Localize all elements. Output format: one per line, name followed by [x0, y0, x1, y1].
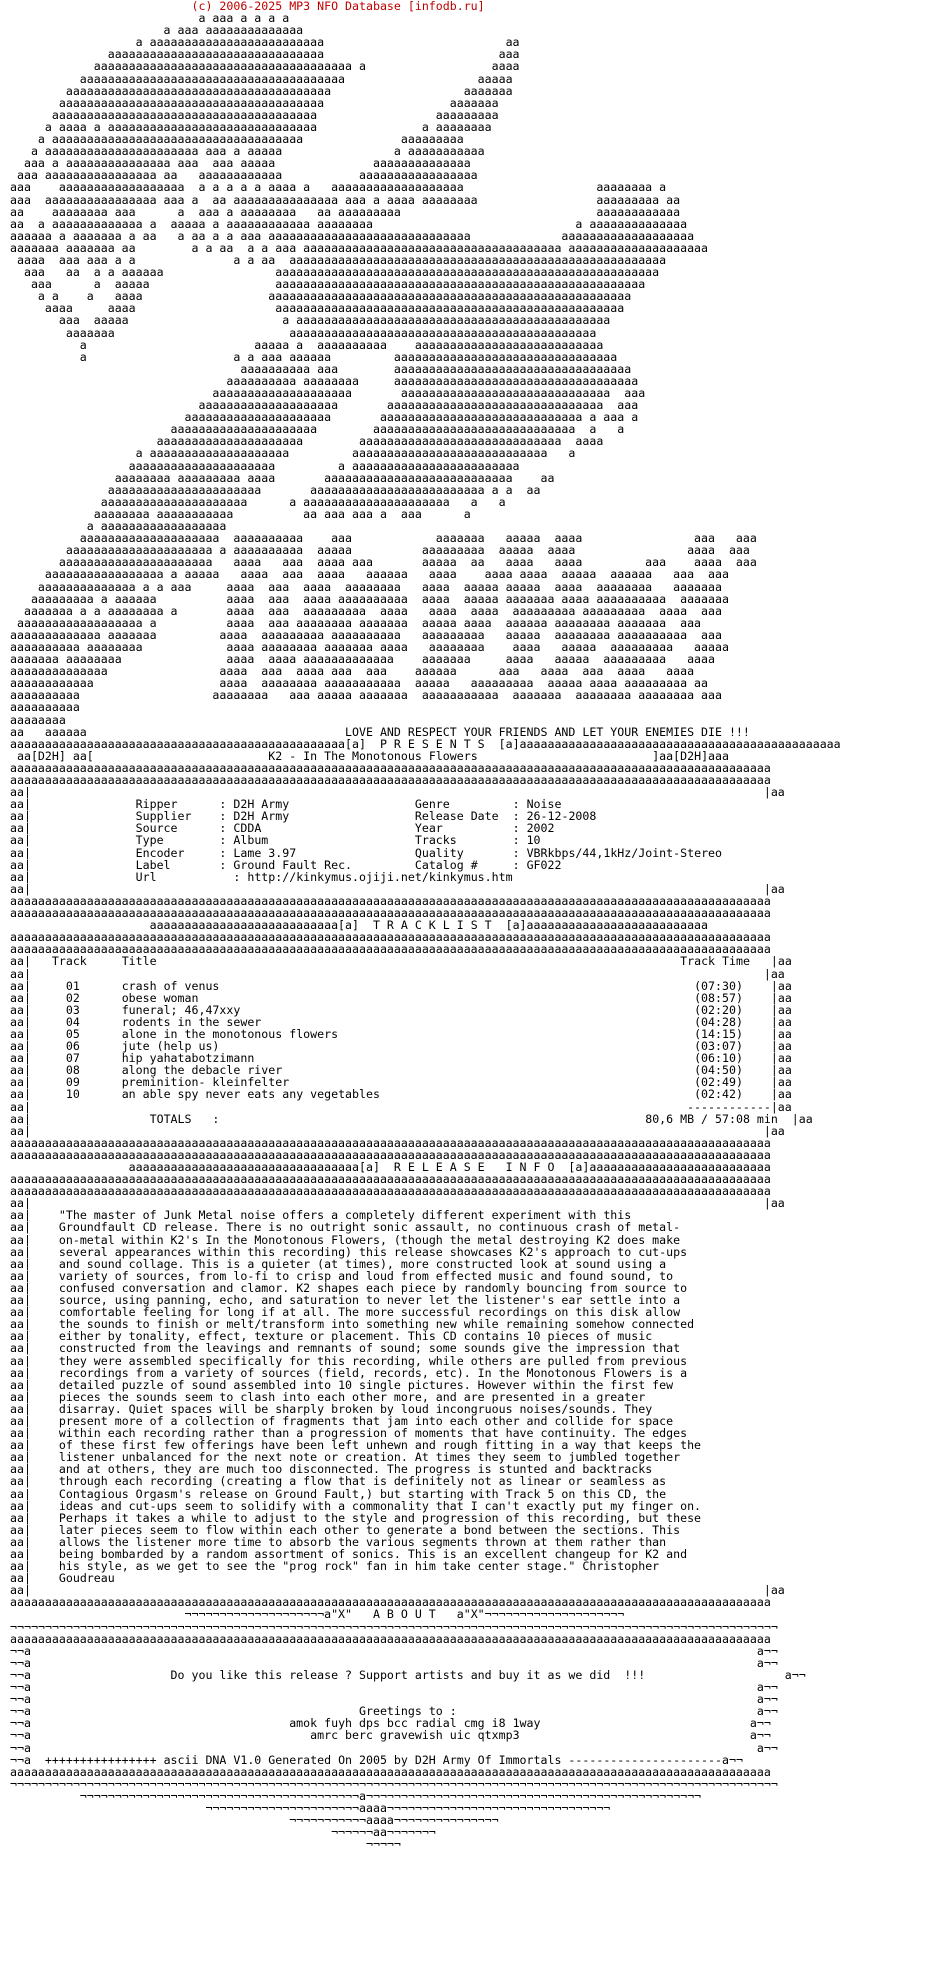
info-row: aa| Supplier : D2H Army Release Date : 26-12-2008 [10, 809, 597, 824]
release-info-text-line: Contagious Orgasm's release on Ground Fault,) but starting with Track 5 on this CD, the [58, 1486, 667, 1501]
release-info-line: aa| and at others, they are much too disconnected. The progress is stunted and backtracks [10, 1462, 653, 1477]
ascii-art-line: a aaaaa a aaaaaaaaaa aaaaaaaaaaaaaaaaaaaaaaaaaaa [10, 337, 604, 352]
release-info-line: aa| either by tonality, effect, texture or placement. This CD contains 10 pieces of music [10, 1329, 653, 1344]
release-info-line: aa| recordings from a variety of sources (field, records, etc). In the Monotonous Flowers is a [10, 1365, 688, 1380]
greetings-names-2: amrc berc gravewish uic qtxmp3 [310, 1728, 520, 1743]
ascii-art-line: aa aaaaaaaa aaa a aaa a aaaaaaaa aa aaaaaaaaa aaaaaaaaaaaa [10, 204, 681, 219]
info-key: Genre [414, 797, 513, 812]
track-number: 04 [65, 1014, 122, 1029]
release-info-text-line: detailed puzzle of sound assembled into 10 single pictures. However within the first few [58, 1377, 674, 1392]
release-info-text-line: the sounds to finish or melt/transform into something new while remaining somehow connected [58, 1317, 695, 1332]
track-row: aa| 10 an able spy never eats any vegetables (02:42) |aa [10, 1087, 792, 1102]
info-key: Year [414, 821, 513, 836]
track-title: alone in the monotonous flowers [121, 1026, 695, 1041]
ascii-art-line: a aaa aaaaaaaaaaaaaa [10, 23, 304, 38]
ascii-art-line: a a a aaaa aaaaaaaaaaaaaaaaaaaaaaaaaaaaaaaaaaaaaaaaaaaaaaaaaaaa [10, 289, 632, 304]
info-value: 2002 [526, 821, 555, 836]
footer-text: ++++++++++++++++ ascii DNA V1.0 Generated On 2005 by D2H Army Of Immortals [44, 1752, 562, 1767]
release-info-header-bar: aaaaaaaaaaaaaaaaaaaaaaaaaaaaaaaaa[a] R E L E A S E I N F O [a]aaaaaaaaaaaaaaaaaaaaaaaaaa [10, 1160, 771, 1174]
ascii-art-line: aaaaaaaaaaaaaaaaaaaaaa aaaaaaaaaaaaaaaaaaaaaaaaa a a aa [10, 482, 541, 497]
tracklist-columns: aa| Track Title Track Time |aa [10, 954, 792, 969]
release-info-text-line: several appearances within this recording) this release showcases K2's approach to cut-ups [58, 1244, 688, 1259]
info-row: aa| Encoder : Lame 3.97 Quality : VBRkbps/44,1kHz/Joint-Stereo [10, 845, 723, 860]
release-info-line: aa| they were assembled specifically for this recording, while others are pulled from previous [10, 1353, 688, 1368]
release-info-line: aa| of these first few offerings have been left unhewn and rough fitting in a way that keeps the [10, 1438, 702, 1453]
release-info-text [10, 1209, 910, 1584]
support-line: ¬¬a Do you like this release ? Support artists and buy it as we did !!! a¬¬ [10, 1667, 806, 1682]
track-row: aa| 01 crash of venus (07:30) |aa [10, 978, 792, 993]
track-number: 06 [65, 1039, 122, 1054]
track-list [10, 980, 910, 1101]
release-info-text-line: Perhaps it takes a while to adjust to the style and progression of this recording, but these [58, 1510, 702, 1525]
release-info-line: aa| the sounds to finish or melt/transform into something new while remaining somehow connected [10, 1317, 695, 1332]
ascii-art-line: aaa a aaaaa aaaaaaaaaaaaaaaaaaaaaaaaaaaaaaaaaaaaaaaaaaaaaaaaaaaaa [10, 277, 646, 292]
border-line: aaaaaaaaaaaaaaaaaaaaaaaaaaaaaaaaaaaaaaaaaaaaaaaaaaaaaaaaaaaaaaaaaaaaaaaaaaaaaaaaaaaaaaaaaaaaaaaaaaaaaaaaaaaaa [10, 760, 771, 775]
border-line: aaaaaaaaaaaaaaaaaaaaaaaaaaaaaaaaaaaaaaaaaaaaaaaaaaaaaaaaaaaaaaaaaaaaaaaaaaaaaaaaaaaaaaaaaaaaaaaaaaaaaaaaaaaaa [10, 1172, 771, 1187]
release-info-text-line: his style, as we get to see the "prog rock" fan in him take center stage." Christopher [58, 1559, 660, 1574]
border-line: aaaaaaaaaaaaaaaaaaaaaaaaaaaaaaaaaaaaaaaaaaaaaaaaaaaaaaaaaaaaaaaaaaaaaaaaaaaaaaaaaaaaaaaaaaaaaaaaaaaaaaaaaaaaa [10, 942, 771, 957]
release-info-text-line: recordings from a variety of sources (field, records, etc). In the Monotonous Flowers is a [58, 1365, 688, 1380]
border-line: aaaaaaaaaaaaaaaaaaaaaaaaaaaaaaaaaaaaaaaaaaaaaaaa[a] P R E S E N T S [a]aaaaaaaaaaaaaaaaaaaaaaaaaaaaaaaaaaaaaaaaaaaaaa [10, 736, 841, 751]
border-line: ¬¬¬¬¬¬¬¬¬¬¬aaaa¬¬¬¬¬¬¬¬¬¬¬¬¬¬¬ [10, 1813, 499, 1828]
info-row: aa| Label : Ground Fault Rec. Catalog # : GF022 [10, 857, 562, 872]
track-title: funeral; 46,47xxy [121, 1002, 695, 1017]
track-time: (02:20) [694, 1002, 743, 1017]
track-row: aa| 04 rodents in the sewer (04:28) |aa [10, 1014, 792, 1029]
ascii-art-line: aaaaaaaaaaaaaaaaaaaaaaaaaaaaaaaaaaaaa a aaaa [10, 59, 520, 74]
credit-line: (c) 2006-2025 MP3 NFO Database [infodb.ru] [10, 0, 485, 13]
greetings-title-line: ¬¬a Greetings to : a¬¬ [10, 1704, 778, 1719]
release-info-text-line: confused conversation and clamor. K2 shapes each piece by randomly bouncing from source to [58, 1280, 688, 1295]
border-line: ¬¬¬¬¬¬¬¬¬¬¬¬¬¬¬¬¬¬¬¬¬¬aaaa¬¬¬¬¬¬¬¬¬¬¬¬¬¬¬¬¬¬¬¬¬¬¬¬¬¬¬¬¬¬¬¬ [10, 1800, 611, 1815]
release-info-line: aa| variety of sources, from lo-fi to crisp and loud from effected music and found sound, to [10, 1268, 674, 1283]
track-title: crash of venus [121, 978, 695, 993]
border-line: aa| |aa [10, 881, 785, 896]
group-tag-right: D2H [680, 748, 702, 763]
support-text: Do you like this release ? Support artists and buy it as we did !!! [170, 1667, 646, 1682]
track-number: 05 [65, 1026, 122, 1041]
ascii-art-line: aaaaaaaaaaaaaaaaaaaa aaaaaaaaaaaaaaaaaaaaaaaaaaaaaa aaa [10, 386, 646, 400]
track-time: (04:28) [694, 1014, 743, 1029]
ascii-art-line: aaaaaaaaaaaaaaaaaaaaa aaaaaaaaaaaaaaaaaaaaaaaaaaaaa aaaa [10, 434, 604, 449]
release-info-line: aa| allows the listener more time to absorb the various segments thrown at them rather than [10, 1534, 667, 1549]
release-info-text-line: and at others, they are much too disconnected. The progress is stunted and backtracks [58, 1462, 653, 1477]
ascii-art-line: aaaaaaa aaaaaaa aa a a aa a a aaa aaaaaaaaaaaaaaaaaaaaaaaaaaaaaaaaaaaaa aaaaaaaaaaaaaaaaaaaa [10, 240, 709, 255]
release-info-text-line: variety of sources, from lo-fi to crisp and loud from effected music and found sound, to [58, 1268, 674, 1283]
border-line: aaaaaaaaaaaaaaaaaaaaaaaaaaaaaaaaaaaaaaaaaaaaaaaaaaaaaaaaaaaaaaaaaaaaaaaaaaaaaaaaaaaaaaaaaaaaaaaaaaaaaaaaaaaaa [10, 1764, 771, 1779]
ascii-art-line: aaaaaaaaaaaaaaaaaaaaa aaaaaaaaaaaaaaaaaaaaaaaaaaaaa a aaa a [10, 410, 639, 425]
border-line: aa| |aa [10, 785, 785, 800]
ascii-art-line: aaaaaaaaaaaaaaaaa a aaaaa aaaa aaa aaaa aaaaaa aaaa aaaa aaaa aaaaa aaaaaa aaa aaa [10, 567, 729, 582]
ascii-art-line: aaaaaaaa aaaaaaaaa aaaa aaaaaaaaaaaaaaaaaaaaaaaaaaa aa [10, 470, 555, 485]
ascii-art-line: aaaaaaaaaaaaaaaaaaaa aaaaaaaaaaaaaaaaaaaaaaaaaaaaaaa aaa [10, 398, 639, 413]
info-value: 10 [526, 833, 541, 848]
info-value: VBRkbps/44,1kHz/Joint-Stereo [526, 845, 723, 860]
track-title: along the debacle river [121, 1063, 695, 1078]
ascii-art-line: aaaaaaaaaaaaaaaaaaaaaaaaaaaaaaaaaaaaaa aaaaaaaaa [10, 107, 499, 122]
border-line: ¬¬¬¬¬¬¬¬¬¬¬¬¬¬¬¬¬¬¬¬¬¬¬¬¬¬¬¬¬¬¬¬¬¬¬¬¬¬¬¬¬¬¬¬¬¬¬¬¬¬¬¬¬¬¬¬¬¬¬¬¬¬¬¬¬¬¬¬¬¬¬¬¬¬¬¬¬¬¬¬¬¬¬¬¬¬¬¬¬¬¬¬¬¬¬¬¬¬¬¬¬¬¬¬¬¬¬¬¬¬ [10, 1776, 778, 1791]
info-value: D2H Army [233, 809, 415, 824]
border-line: aa| |aa [10, 1196, 785, 1211]
release-info-line: aa| present more of a collection of fragments that jam into each other and collide for space [10, 1413, 674, 1428]
ascii-art-line: aaaaaaaaaaaaaaaaaaaaa a aaaaaaaaaaaaaaaaaaaaaaaa [10, 458, 520, 473]
border-line: ¬¬¬¬¬¬¬¬¬¬¬¬¬¬¬¬¬¬¬¬¬¬¬¬¬¬¬¬¬¬¬¬¬¬¬¬¬¬¬¬a¬¬¬¬¬¬¬¬¬¬¬¬¬¬¬¬¬¬¬¬¬¬¬¬¬¬¬¬¬¬¬¬¬¬¬¬¬¬¬¬¬¬¬¬¬¬¬¬ [10, 1788, 702, 1803]
ascii-art-line: a aaaaaaaaaaaaaaaaaaaa aaaaaaaaaaaaaaaaaaaaaaaaaaaa a [10, 446, 576, 461]
ascii-art-line: aaa a aaaaaaaaaaaaaaa aaa aaa aaaaa aaaaaaaaaaaaaa [10, 156, 471, 171]
track-time: (07:30) [694, 978, 743, 993]
release-info-line: aa| ideas and cut-ups seem to solidify with a commonality that I can't exactly put my finger on. [10, 1498, 702, 1513]
track-row: aa| 09 preminition- kleinfelter (02:49) |aa [10, 1075, 792, 1090]
info-key: Source [135, 821, 220, 836]
border-line: aaaaaaaaaaaaaaaaaaaaaaaaaaaaaaaaaaaaaaaaaaaaaaaaaaaaaaaaaaaaaaaaaaaaaaaaaaaaaaaaaaaaaaaaaaaaaaaaaaaaaaaaaaaaa [10, 930, 771, 945]
track-row: aa| 08 along the debacle river (04:50) |aa [10, 1063, 792, 1078]
release-info-text-line: disarray. Quiet spaces will be sharply broken by loud incongruous noises/sounds. They [58, 1401, 653, 1416]
release-info-text-line: either by tonality, effect, texture or placement. This CD contains 10 pieces of music [58, 1329, 653, 1344]
release-info-line: aa| pieces the sounds seem to clash into each other more, and are presented in a greater [10, 1389, 646, 1404]
ascii-art-line: aaaaaaaaaaaaaaaaaaaaa aaaaaaaaaaaaaaaaaaaaaaaaaaaaa a a [10, 422, 625, 437]
release-info-text-line: within each recording rather than a progression of moments that have continuity. The edges [58, 1426, 688, 1441]
release-info-line: aa| within each recording rather than a progression of moments that have continuity. The edges [10, 1426, 688, 1441]
info-key: Label [135, 857, 220, 872]
ascii-art-line: a a a aaa aaaaaa aaaaaaaaaaaaaaaaaaaaaaaaaaaaaaaa [10, 349, 618, 364]
tracklist-header-bar: aaaaaaaaaaaaaaaaaaaaaaaaaaa[a] T R A C K L I S T [a]aaaaaaaaaaaaaaaaaaaaaaaaaa [10, 918, 709, 933]
border-line: aa| |aa [10, 966, 785, 981]
border-line: aaaaaaaaaaaaaaaaaaaaaaaaaaaaaaaaaaaaaaaaaaaaaaaaaaaaaaaaaaaaaaaaaaaaaaaaaaaaaaaaaaaaaaaaaaaaaaaaaaaaaaaaaaaaa [10, 906, 771, 921]
info-key: Supplier [135, 809, 220, 824]
info-key: Encoder [135, 845, 220, 860]
border-line: ¬¬a a¬¬ [10, 1680, 778, 1695]
border-line: aaaaaaaaaaaaaaaaaaaaaaaaaaaaaaaaaaaaaaaaaaaaaaaaaaaaaaaaaaaaaaaaaaaaaaaaaaaaaaaaaaaaaaaaaaaaaaaaaaaaaaaaaaaaa [10, 1135, 771, 1150]
track-time: (02:42) [694, 1087, 743, 1102]
release-info-line: aa| later pieces seem to flow within each other to generate a bond between the sections. This [10, 1522, 681, 1537]
release-info-line: aa| his style, as we get to see the "prog rock" fan in him take center stage." Christopher [10, 1559, 660, 1574]
border-line: ¬¬a a¬¬ [10, 1692, 778, 1707]
track-row: aa| 02 obese woman (08:57) |aa [10, 990, 792, 1005]
track-title: hip yahatabotzimann [121, 1051, 695, 1066]
info-url-row: aa| Url : http://kinkymus.ojiji.net/kinkymus.htm [10, 869, 513, 884]
release-info-line: aa| source, using panning, echo, and saturation to never let the listener's ear settle into a [10, 1293, 681, 1308]
ascii-art-line: aaaaaaaaaaaa aaaa aaaaaaaa aaaaaaaaaaa aaaaa aaaaaaaaa aaaaa aaaa aaaaaaaaa aa [10, 676, 709, 691]
track-row: aa| 05 alone in the monotonous flowers (14:15) |aa [10, 1026, 792, 1041]
ascii-art-line: aaaaaaaaaaaaaaaaaaaaaaaaaaaaaaaaaaaaaa aaaaaaa [10, 83, 513, 98]
url-label: Url [135, 869, 157, 884]
release-info-line: aa| Groundfault CD release. There is no outright sonic assault, no continuous crash of metal- [10, 1220, 681, 1235]
info-value: Noise [526, 797, 562, 812]
release-info-text-line: ideas and cut-ups seem to solidify with a commonality that I can't exactly put my finger on. [58, 1498, 702, 1513]
ascii-art-line: aaaaaaaaaaaaaaaaaaaaaaaaaaaaaaaaaaaaaa aaaaaaa [10, 95, 499, 110]
release-info-line: aa| comfortable feeling for long if at all. The more successful recordings on this disk allow [10, 1305, 681, 1320]
ascii-art-line: aaaaaaa a a aaaaaaaa a aaaa aaa aaaaaaaaa aaaa aaaa aaaa aaaaaaaaa aaaaaaaaa aaaa aaa [10, 603, 722, 618]
release-info-text-line: listener unbalanced for the next note or creation. At times they seem to jumbled together [58, 1450, 681, 1465]
release-info-line: aa| constructed from the leavings and remnants of sound; some sounds give the impression that [10, 1341, 681, 1356]
release-info-line: aa| and sound collage. This is a quieter (at times), more constructed look at sound using a [10, 1256, 667, 1271]
release-info-text-line: "The master of Junk Metal noise offers a completely different experiment with this [58, 1208, 632, 1223]
ascii-art-line: aa a aaaaaaaaaaaaa a aaaaa a aaaaaaaaaaaa aaaaaaaa a aaaaaaaaaaaaaa [10, 216, 688, 231]
about-header-bar: ¬¬¬¬¬¬¬¬¬¬¬¬¬¬¬¬¬¬¬¬a"X" A B O U T a"X"¬¬¬¬¬¬¬¬¬¬¬¬¬¬¬¬¬¬¬¬ [10, 1607, 625, 1622]
ascii-art-line: aaaaaaaaaaaaaaaaaaaaaaaaaaaaaaaaaaaaaa aaaaa [10, 71, 513, 86]
track-row: aa| 03 funeral; 46,47xxy (02:20) |aa [10, 1002, 792, 1017]
track-number: 08 [65, 1063, 122, 1078]
border-line: aa| |aa [10, 1583, 785, 1598]
release-info-text-line: Goudreau [58, 1571, 115, 1586]
info-value: 26-12-2008 [526, 809, 597, 824]
border-line: aaaaaaaaaaaaaaaaaaaaaaaaaaaaaaaaaaaaaaaaaaaaaaaaaaaaaaaaaaaaaaaaaaaaaaaaaaaaaaaaaaaaaaaaaaaaaaaaaaaaaaaaaaaaa [10, 1631, 771, 1646]
track-time: (03:07) [694, 1039, 743, 1054]
nfo-document [10, 0, 910, 1850]
release-info-line: aa| Contagious Orgasm's release on Ground Fault,) but starting with Track 5 on this CD, the [10, 1486, 667, 1501]
ascii-art-line: a aaaaaaaaaaaaaaaaaaaaaa aaa a aaaaa a aaaaaaaaaaa [10, 144, 485, 159]
greetings-names-1: amok fuyh dps bcc radial cmg i8 1way [289, 1716, 541, 1731]
release-info-text-line: being bombarded by a random assortment of sonics. This is an excellent changeup for K2 and [58, 1547, 688, 1561]
release-info-line: aa| Perhaps it takes a while to adjust to the style and progression of this recording, but these [10, 1510, 702, 1525]
track-row: aa| 06 jute (help us) (03:07) |aa [10, 1039, 792, 1054]
info-value: GF022 [526, 857, 562, 872]
col-title: Title [121, 954, 157, 969]
release-info-text-line: comfortable feeling for long if at all. The more successful recordings on this disk allow [58, 1305, 681, 1320]
footer-line: ¬¬a ++++++++++++++++ ascii DNA V1.0 Generated On 2005 by D2H Army Of Immortals ----------------------a¬¬ [10, 1752, 743, 1767]
border-line: aa| |aa [10, 1123, 785, 1138]
track-title: obese woman [121, 990, 695, 1005]
ascii-art-line: aaaaaaaaaaaaa aaaaaaa aaaa aaaaaaaaa aaaaaaaaaa aaaaaaaaa aaaaa aaaaaaaa aaaaaaaaaa aaa [10, 627, 722, 642]
release-info-text-line: Groundfault CD release. There is no outright sonic assault, no continuous crash of metal- [58, 1220, 681, 1235]
ascii-art-line: aaa aaaaaaaaaaaaaaaa aa aaaaaaaaaaaa aaaaaaaaaaaaaaaaa [10, 168, 478, 183]
totals-value: 80,6 MB / 57:08 min [645, 1111, 778, 1126]
greetings-line-1: ¬¬a amok fuyh dps bcc radial cmg i8 1way a¬¬ [10, 1716, 771, 1731]
ascii-art-line: aaaaaaaaaa aaaaaaaa aaaaaaaaaaaaaaaaaaaaaaaaaaaaaaaaaaa [10, 373, 639, 388]
release-info-text-line: present more of a collection of fragments that jam into each other and collide for space [58, 1413, 674, 1428]
ascii-art-line: aaaa aaa aaa a a a a aa aaaaaaaaaaaaaaaaaaaaaaaaaaaaaaaaaaaaaaaaaaaaaaaaaaaaaa [10, 252, 667, 267]
release-info-line: aa| listener unbalanced for the next note or creation. At times they seem to jumbled together [10, 1450, 681, 1465]
ascii-art-line: aaaaaaaaaaaaaa aaaa aaa aaaa aaa aaa aaaaaa aaa aaaa aaa aaaa aaaa [10, 664, 695, 679]
release-info-line: aa| Goudreau [10, 1571, 115, 1586]
border-line: ¬¬¬¬¬¬¬¬¬¬¬¬¬¬¬¬¬¬¬¬¬¬¬¬¬¬¬¬¬¬¬¬¬¬¬¬¬¬¬¬¬¬¬¬¬¬¬¬¬¬¬¬¬¬¬¬¬¬¬¬¬¬¬¬¬¬¬¬¬¬¬¬¬¬¬¬¬¬¬¬¬¬¬¬¬¬¬¬¬¬¬¬¬¬¬¬¬¬¬¬¬¬¬¬¬¬¬¬¬¬ [10, 1619, 778, 1634]
info-key: Catalog # [414, 857, 513, 872]
release-info-text-line: they were assembled specifically for this recording, while others are pulled from previous [58, 1353, 688, 1368]
track-time: (14:15) [694, 1026, 743, 1041]
release-url-link[interactable]: http://kinkymus.ojiji.net/kinkymus.htm [247, 869, 513, 884]
ascii-art-line: aaaaaaaaaaaaaaaaaa a aaaa aaa aaaaaaaa aaaaaaa aaaaa aaaa aaaaaa aaaaaaaa aaaaaaa aaa [10, 615, 702, 630]
ascii-art-line: aaaaaaaaaaaaaa a a aaa aaaa aaa aaaa aaaaaaaa aaaa aaaaa aaaaa aaaa aaaaaaaa aaaaaaa [10, 579, 722, 594]
release-info-line: aa| "The master of Junk Metal noise offers a completely different experiment with this [10, 1208, 632, 1223]
ascii-art-line: aaaaaaaaaa [10, 700, 80, 715]
track-time: (08:57) [694, 990, 743, 1005]
group-tag-left: D2H [37, 748, 59, 763]
ascii-art-line: aaaaaaaaa a aaaaaa aaaa aaa aaaa aaaaaaaaaa aaaa aaaaa aaaaaaa aaaa aaaaaaaaaa aaaaaaa [10, 591, 729, 606]
track-title: an able spy never eats any vegetables [121, 1087, 695, 1102]
greetings-line-2: ¬¬a amrc berc gravewish uic qtxmp3 a¬¬ [10, 1728, 771, 1743]
ascii-art-line: aaaaaaaaaa aaaaaaaa aaaa aaaaaaaa aaaaaaa aaaa aaaaaaaa aaaa aaaaa aaaaaaaaa aaaaa [10, 639, 729, 654]
info-key: Tracks [414, 833, 513, 848]
release-info-text-line: on-metal within K2's In the Monotonous Flowers, (though the metal destroying K2 does make [58, 1232, 681, 1247]
release-info-line: aa| being bombarded by a random assortment of sonics. This is an excellent changeup for K2 and [10, 1547, 688, 1561]
info-key: Release Date [414, 809, 513, 824]
ascii-art-line: aaa aaaaaaaaaaaaaaaa aaa a aa aaaaaaaaaaaaaaa aaa a aaaa aaaaaaaa aaaaaaaaa aa [10, 192, 681, 207]
greetings-title: Greetings to : [359, 1704, 457, 1719]
track-time: (06:10) [694, 1051, 743, 1066]
track-time: (02:49) [694, 1075, 743, 1090]
release-info-label: R E L E A S E I N F O [393, 1160, 555, 1174]
border-line: ¬¬¬¬¬¬aa¬¬¬¬¬¬¬ [10, 1825, 436, 1840]
release-info-line: aa| several appearances within this recording) this release showcases K2's approach to cut-ups [10, 1244, 688, 1259]
release-info-line: aa| through each recording (creating a flow that is definitely not as linear or seamless as [10, 1474, 667, 1489]
ascii-art-line: a aaaaaaaaaaaaaaaaaa [10, 519, 227, 534]
ascii-art-line: aaaaaaaa aaaaaaaaaaa aa aaa aaa a aaa a [10, 506, 471, 521]
ascii-art-line: aaa aaaaa a aaaaaaaaaaaaaaaaaaaaaaaaaaaaaaaaaaaaaaaaaaaaa [10, 313, 611, 328]
border-line: aaaaaaaaaaaaaaaaaaaaaaaaaaaaaaaaaaaaaaaaaaaaaaaaaaaaaaaaaaaaaaaaaaaaaaaaaaaaaaaaaaaaaaaaaaaaaaaaaaaaaaaaaaaaa [10, 1184, 771, 1199]
border-line: ¬¬¬¬¬ [10, 1837, 401, 1852]
presents-label: P R E S E N T S [379, 736, 485, 751]
border-line: aaaaaaaaaaaaaaaaaaaaaaaaaaaaaaaaaaaaaaaaaaaaaaaaaaaaaaaaaaaaaaaaaaaaaaaaaaaaaaaaaaaaaaaaaaaaaaaaaaaaaaaaaaaaa [10, 1147, 771, 1162]
col-track: Track [51, 954, 87, 969]
track-number: 10 [65, 1087, 122, 1102]
release-title: K2 - In The Monotonous Flowers [268, 748, 478, 763]
release-info-text-line: of these first few offerings have been left unhewn and rough fitting in a way that keeps the [58, 1438, 702, 1453]
info-value: Ground Fault Rec. [233, 857, 415, 872]
tracklist-label: T R A C K L I S T [372, 918, 492, 933]
track-title: rodents in the sewer [121, 1014, 695, 1029]
ascii-art-line: aaaaaaaaaa aaa aaaaaaaaaaaaaaaaaaaaaaaaaaaaaaaaaa [10, 361, 632, 376]
info-row: aa| Source : CDDA Year : 2002 [10, 821, 555, 836]
ascii-art-line: aaaa aaaa aaaaaaaaaaaaaaaaaaaaaaaaaaaaaaaaaaaaaaaaaaaaaaaaaa [10, 301, 625, 316]
track-row: aa| 07 hip yahatabotzimann (06:10) |aa [10, 1051, 792, 1066]
info-block [10, 798, 910, 871]
border-line: aa| ------------|aa [10, 1099, 792, 1114]
border-line: ¬¬a a¬¬ [10, 1655, 778, 1670]
info-key: Type [135, 833, 220, 848]
track-title: preminition- kleinfelter [121, 1075, 695, 1090]
ascii-art-line: aaaaaa a aaaaaaa a aa a aa a a aaa aaaaaaaaaaaaaaaaaaaaaaaaaaaaa aaaaaaaaaaaaaaaaaaa [10, 228, 695, 243]
about-label: A B O U T [372, 1607, 436, 1622]
ascii-art-line: aaaaaaaaaaaaaaaaaaaa aaaaaaaaaa aaa aaaaaaa aaaaa aaaa aaa aaa [10, 531, 757, 546]
ascii-art-logo [10, 12, 910, 738]
release-info-line: aa| on-metal within K2's In the Monotonous Flowers, (though the metal destroying K2 does make [10, 1232, 681, 1247]
ascii-art-line: aaaaaaaaaaaaaaaaaaaaaa aaaa aaa aaaa aaa aaaaa aa aaaa aaaa aaa aaaa aaa [10, 555, 757, 570]
ascii-art-line: a aaaaaaaaaaaaaaaaaaaaaaaaaaaaaaaaaaaa aaaaaaaaa [10, 132, 464, 147]
release-info-text-line: allows the listener more time to absorb the various segments thrown at them rather than [58, 1534, 667, 1549]
border-line: aaaaaaaaaaaaaaaaaaaaaaaaaaaaaaaaaaaaaaaaaaaaaaaaaaaaaaaaaaaaaaaaaaaaaaaaaaaaaaaaaaaaaaaaaaaaaaaaaaaaaaaaaaaaa [10, 1595, 771, 1610]
ascii-art-line: aaaaaaaaaaaaaaaaaaaaa a aaaaaaaaaaaaaaaaaaaaa a a [10, 494, 506, 509]
ascii-art-line: aaa aa a a aaaaaa aaaaaaaaaaaaaaaaaaaaaaaaaaaaaaaaaaaaaaaaaaaaaaaaaaaaaaa [10, 265, 660, 280]
info-value: CDDA [233, 821, 415, 836]
info-row: aa| Type : Album Tracks : 10 [10, 833, 541, 848]
track-time: (04:50) [694, 1063, 743, 1078]
ascii-art-line: aaaaaaa aaaaaaaa aaaa aaaa aaaaaaaaaaaaa aaaaaaa aaaa aaaaa aaaaaaaaa aaaa [10, 652, 715, 667]
ascii-art-line: aaaaaaaa [10, 712, 66, 727]
release-info-line: aa| disarray. Quiet spaces will be sharply broken by loud incongruous noises/sounds. They [10, 1401, 653, 1416]
ascii-art-line: aaaaaaaaaaaaaaaaaaaaaaaaaaaaaaa aaa [10, 47, 520, 62]
info-value: D2H Army [233, 797, 415, 812]
ascii-art-line: a aaaaaaaaaaaaaaaaaaaaaaaaa aa [10, 35, 520, 50]
ascii-art-line: aaaaaaaaaaaaaaaaaaaaa a aaaaaaaaaa aaaaa aaaaaaaaa aaaaa aaaa aaaa aaa [10, 543, 750, 558]
info-row: aa| Ripper : D2H Army Genre : Noise [10, 797, 562, 812]
track-number: 02 [65, 990, 122, 1005]
border-line: ¬¬a a¬¬ [10, 1740, 778, 1755]
border-line: ¬¬a a¬¬ [10, 1643, 778, 1658]
release-info-text-line: pieces the sounds seem to clash into each other more, and are presented in a greater [58, 1389, 646, 1404]
release-info-text-line: through each recording (creating a flow that is definitely not as linear or seamless as [58, 1474, 667, 1489]
release-info-text-line: constructed from the leavings and remnants of sound; some sounds give the impression that [58, 1341, 681, 1356]
track-number: 03 [65, 1002, 122, 1017]
border-line: aaaaaaaaaaaaaaaaaaaaaaaaaaaaaaaaaaaaaaaaaaaaaaaaaaaaaaaaaaaaaaaaaaaaaaaaaaaaaaaaaaaaaaaaaaaaaaaaaaaaaaaaaaaaa [10, 773, 771, 787]
info-key: Ripper [135, 797, 220, 812]
release-info-text-line: later pieces seem to flow within each other to generate a bond between the sections. This [58, 1522, 681, 1537]
track-number: 09 [65, 1075, 122, 1090]
release-info-line: aa| detailed puzzle of sound assembled into 10 single pictures. However within the first few [10, 1377, 674, 1392]
track-number: 01 [65, 978, 122, 993]
info-key: Quality [414, 845, 513, 860]
track-title: jute (help us) [121, 1039, 695, 1054]
ascii-art-line: aaa aaaaaaaaaaaaaaaaaa a a a a a aaaa a aaaaaaaaaaaaaaaaaaa aaaaaaaa a [10, 180, 667, 195]
release-info-text-line: and sound collage. This is a quieter (at times), more constructed look at sound using a [58, 1256, 667, 1271]
ascii-art-line: aaaaaaa aaaaaaaaaaaaaaaaaaaaaaaaaaaaaaaaaaaaaaaaaaaa [10, 325, 597, 340]
info-value: Lame 3.97 [233, 845, 415, 860]
col-time: Track Time [680, 954, 750, 969]
title-bar: aa[D2H] aa[ K2 - In The Monotonous Flowers ]aa[D2H]aaa [10, 748, 729, 763]
ascii-art-line: aaaaaaaaaa aaaaaaaa aaa aaaaa aaaaaaa aaaaaaaaaaa aaaaaaa aaaaaaaa aaaaaaaa aaa [10, 688, 722, 703]
totals-row: aa| TOTALS : 80,6 MB / 57:08 min |aa [10, 1111, 813, 1126]
ascii-art-line: aa aaaaaa LOVE AND RESPECT YOUR FRIENDS AND LET YOUR ENEMIES DIE !!! [10, 724, 750, 739]
border-line: aaaaaaaaaaaaaaaaaaaaaaaaaaaaaaaaaaaaaaaaaaaaaaaaaaaaaaaaaaaaaaaaaaaaaaaaaaaaaaaaaaaaaaaaaaaaaaaaaaaaaaaaaaaaa [10, 893, 771, 908]
ascii-art-line: a aaaa a aaaaaaaaaaaaaaaaaaaaaaaaaaaaaa a aaaaaaaa [10, 119, 492, 134]
track-number: 07 [65, 1051, 122, 1066]
totals-label: TOTALS : [149, 1111, 220, 1126]
release-info-line: aa| confused conversation and clamor. K2 shapes each piece by randomly bouncing from source to [10, 1280, 688, 1295]
info-value: Album [233, 833, 415, 848]
ascii-art-line: a aaa a a a a [10, 11, 290, 26]
release-info-text-line: source, using panning, echo, and saturation to never let the listener's ear settle into a [58, 1293, 681, 1308]
